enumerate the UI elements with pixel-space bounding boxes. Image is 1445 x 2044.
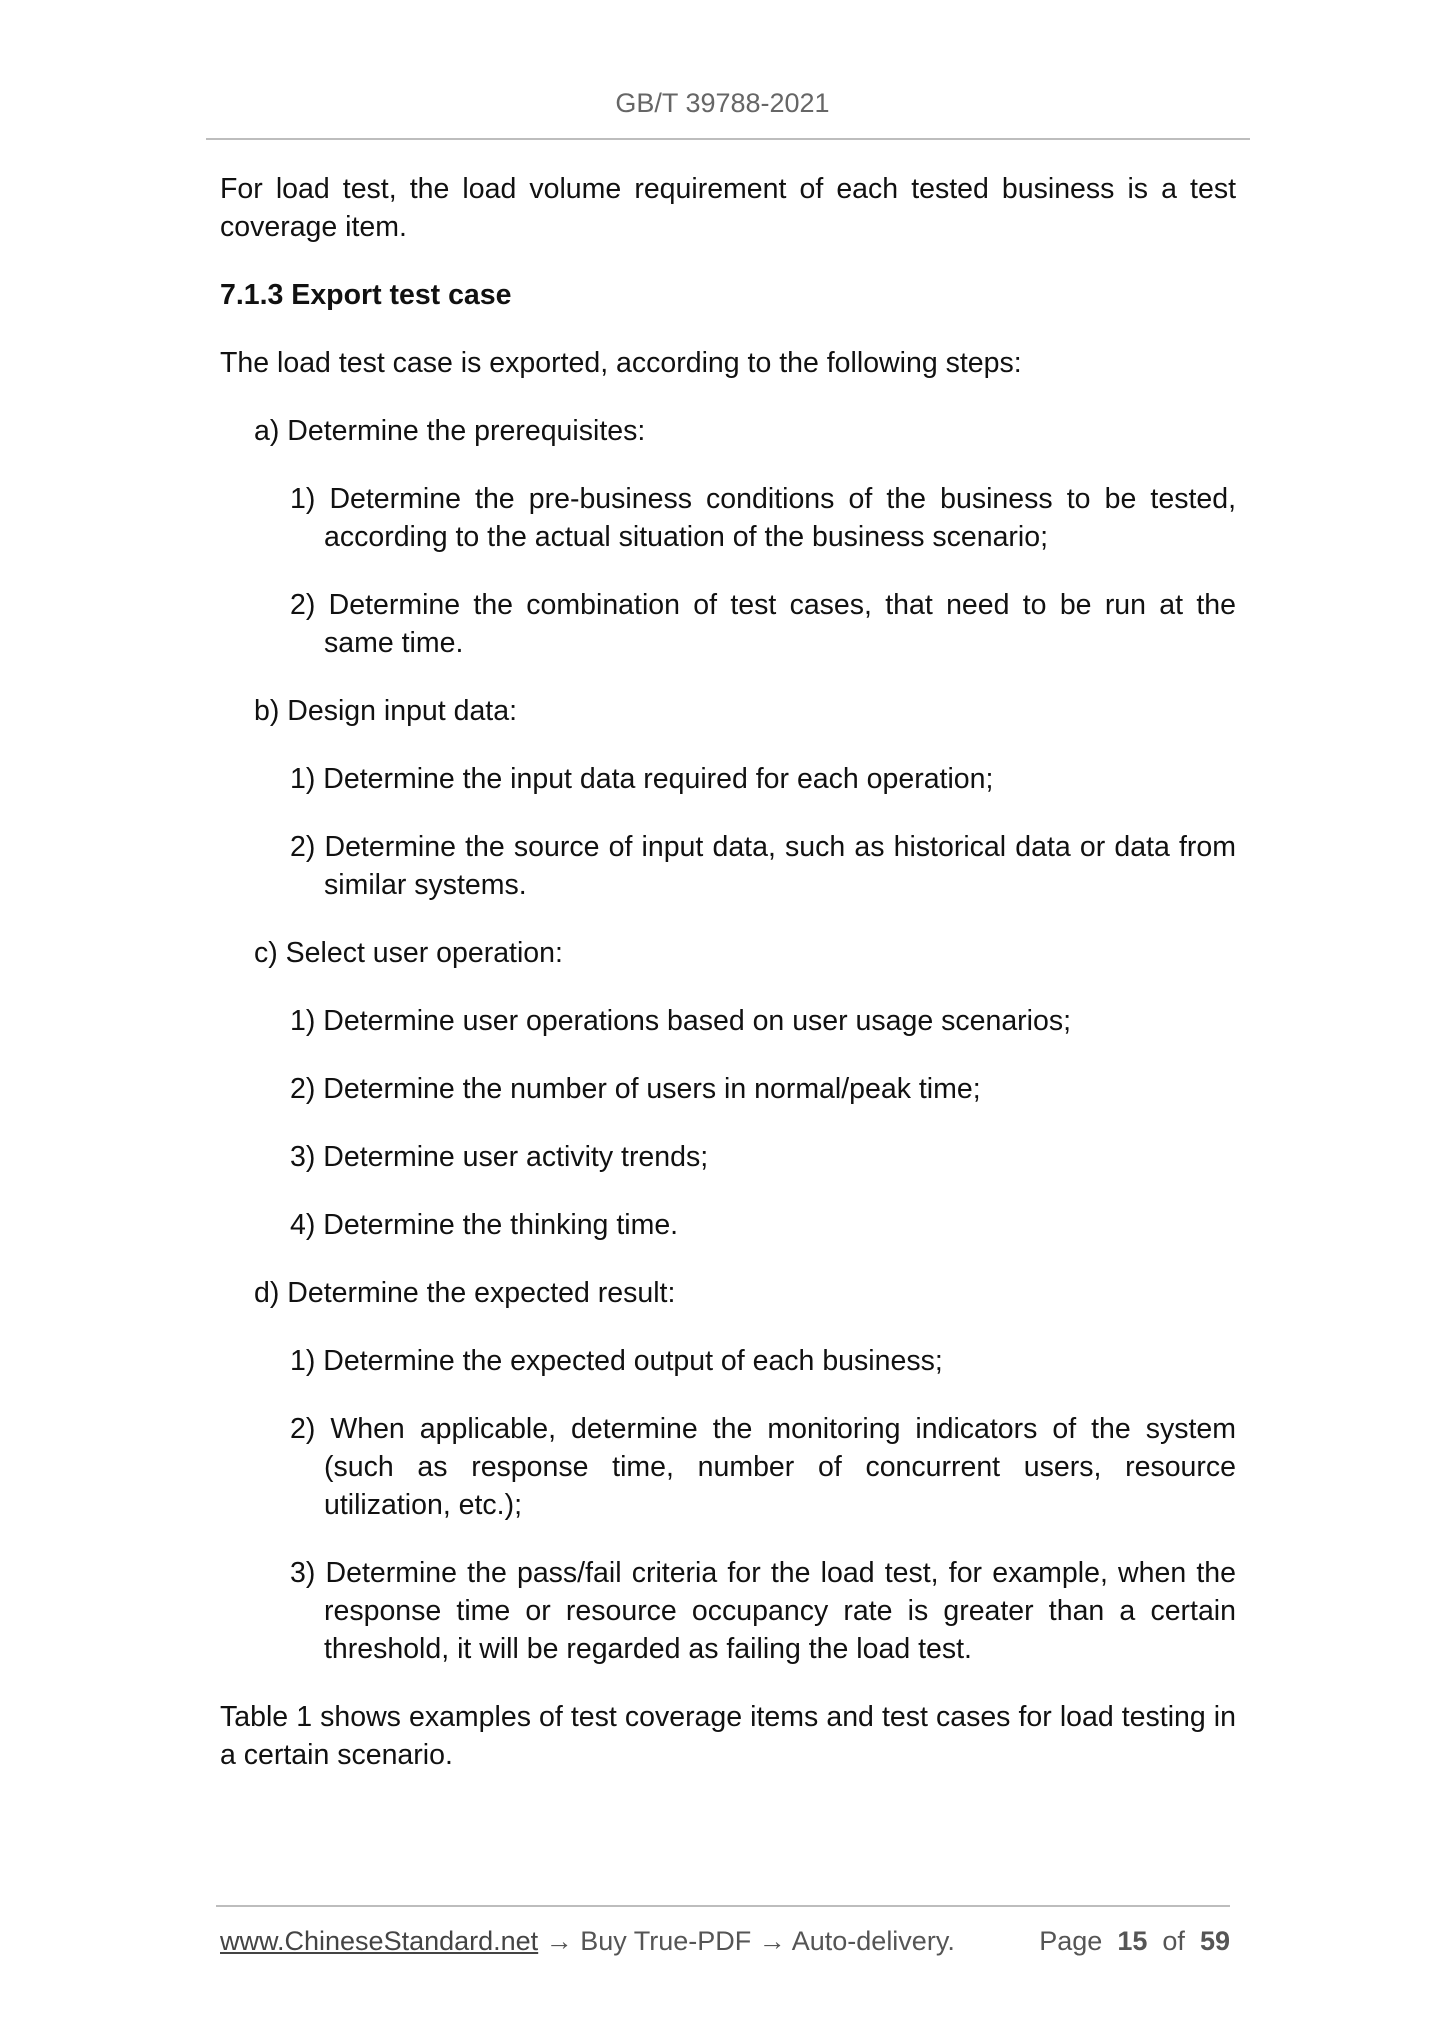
step-label: a) Determine the prerequisites:	[254, 415, 646, 447]
site-link[interactable]: www.ChineseStandard.net	[220, 1926, 539, 1956]
document-id-header: GB/T 39788-2021	[615, 88, 830, 118]
header-divider	[206, 138, 1250, 140]
step-substep: 3) Determine user activity trends;	[290, 1141, 709, 1173]
page-word: Page	[1039, 1926, 1103, 1956]
page-indicator	[1039, 1926, 1230, 1957]
step-substep: 2) Determine the source of input data, such as historical data or data from similar systems.	[290, 831, 1236, 901]
promo-text: → Buy True-PDF → Auto-delivery.	[538, 1926, 955, 1956]
closing-paragraph: Table 1 shows examples of test coverage items and test cases for load testing in a certain scenario.	[220, 1701, 1236, 1771]
step-substep: 1) Determine the pre-business conditions of the business to be tested, according to the actual situation of the business scenario;	[290, 483, 1236, 553]
step-substep: 1) Determine the expected output of each business;	[290, 1345, 943, 1377]
step-substep: 1) Determine the input data required for each operation;	[290, 763, 994, 795]
step-label: b) Design input data:	[254, 695, 517, 727]
page-number: 15	[1117, 1926, 1148, 1956]
step-substep: 2) Determine the number of users in normal/peak time;	[290, 1073, 981, 1105]
step-substep: 3) Determine the pass/fail criteria for the load test, for example, when the response time or resource occupancy rate is greater than a certain threshold, it will be regarded as failing the load test.	[290, 1557, 1236, 1665]
of-word: of	[1162, 1926, 1185, 1956]
step-substep: 2) When applicable, determine the monitoring indicators of the system (such as response time, number of concurrent users, resource utilization, etc.);	[290, 1413, 1236, 1521]
section-heading: 7.1.3 Export test case	[220, 279, 512, 311]
intro-paragraph: For load test, the load volume requirement of each tested business is a test coverage item.	[220, 173, 1236, 243]
step-substep: 4) Determine the thinking time.	[290, 1209, 679, 1241]
step-substep: 2) Determine the combination of test cases, that need to be run at the same time.	[290, 589, 1236, 659]
step-substep: 1) Determine user operations based on user usage scenarios;	[290, 1005, 1072, 1037]
step-label: c) Select user operation:	[254, 937, 563, 969]
step-label: d) Determine the expected result:	[254, 1277, 676, 1309]
lead-paragraph: The load test case is exported, according to the following steps:	[220, 347, 1022, 379]
footer-promo	[220, 1926, 955, 1957]
page-total: 59	[1199, 1926, 1230, 1956]
page-body	[220, 170, 1236, 1804]
footer-divider	[216, 1905, 1230, 1907]
